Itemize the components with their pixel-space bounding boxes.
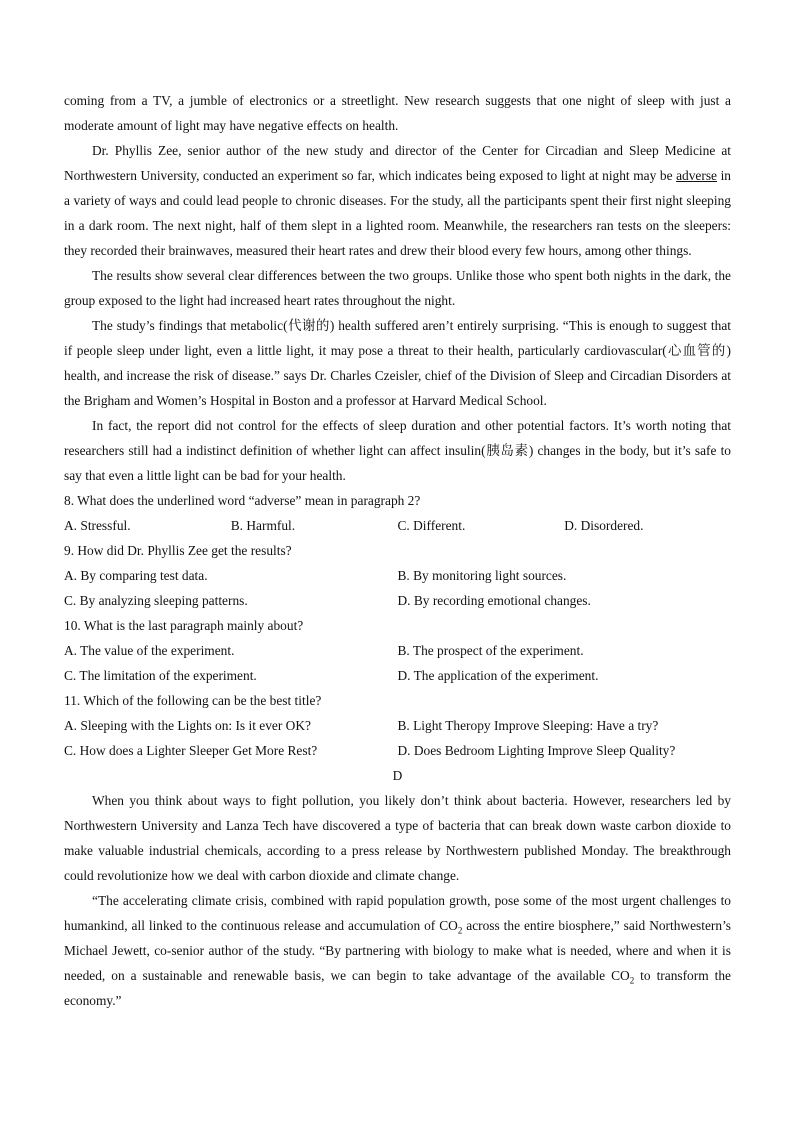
option: D. Disordered. bbox=[564, 518, 644, 533]
question-options bbox=[64, 513, 731, 538]
question-stem: 8. What does the underlined word “adverse” mean in paragraph 2? bbox=[64, 493, 421, 508]
option: D. The application of the experiment. bbox=[397, 668, 599, 683]
option: C. The limitation of the experiment. bbox=[64, 668, 257, 683]
question-options bbox=[64, 663, 731, 688]
subscript: 2 bbox=[629, 975, 635, 986]
question-stem: 9. How did Dr. Phyllis Zee get the results? bbox=[64, 543, 292, 558]
question-options bbox=[64, 588, 731, 613]
section-heading: D bbox=[392, 768, 403, 783]
option: D. By recording emotional changes. bbox=[397, 593, 591, 608]
text: in a variety of ways and could lead people to chronic diseases. For the study, all the participants spent their first night sleeping in a dark room. The next night, half of them slept in a lighted room. Meanwhile, the researchers ran tests on the sleepers: they recorded their brainwaves, measured their heart rates and drew their blood every few hours, among other things. bbox=[64, 168, 731, 258]
document-page bbox=[64, 88, 731, 1013]
option: B. Harmful. bbox=[230, 518, 296, 533]
paragraph: When you think about ways to fight pollution, you likely don’t think about bacteria. However, researchers led by Northwestern University and Lanza Tech have discovered a type of bacteria that can break down waste carbon dioxide to make valuable industrial chemicals, according to a press release by Northwestern published Monday. The breakthrough could revolutionize how we deal with carbon dioxide and climate change. bbox=[64, 793, 731, 883]
option: C. Different. bbox=[397, 518, 466, 533]
option: B. Light Theropy Improve Sleeping: Have a try? bbox=[397, 718, 659, 733]
option: C. By analyzing sleeping patterns. bbox=[64, 593, 248, 608]
option: A. By comparing test data. bbox=[64, 568, 208, 583]
question-options bbox=[64, 713, 731, 738]
paragraph: The study’s findings that metabolic(代谢的) health suffered aren’t entirely surprising. “This is enough to suggest that if people sleep under light, even a little light, it may pose a threat to their health, particularly cardiovascular(心血管的) health, and increase the risk of disease.” says Dr. Charles Czeisler, chief of the Division of Sleep and Circadian Disorders at the Brigham and Women’s Hospital in Boston and a professor at Harvard Medical School. bbox=[64, 318, 731, 408]
paragraph bbox=[64, 138, 731, 263]
option: B. The prospect of the experiment. bbox=[397, 643, 584, 658]
option: B. By monitoring light sources. bbox=[397, 568, 567, 583]
text: Dr. Phyllis Zee, senior author of the new study and director of the Center for Circadian and Sleep Medicine at Northwestern University, conducted an experiment so far, which indicates being exposed to light at night may be bbox=[64, 143, 731, 183]
question-stem: 11. Which of the following can be the best title? bbox=[64, 693, 322, 708]
underlined-word: adverse bbox=[676, 168, 717, 183]
paragraph: In fact, the report did not control for the effects of sleep duration and other potential factors. It’s worth noting that researchers still had a indistinct definition of whether light can affect insulin(胰岛素) changes in the body, but it’s safe to say that even a little light can be bad for your health. bbox=[64, 418, 731, 483]
question-options bbox=[64, 563, 731, 588]
option: A. Stressful. bbox=[64, 518, 131, 533]
question-options bbox=[64, 638, 731, 663]
option: D. Does Bedroom Lighting Improve Sleep Quality? bbox=[397, 743, 676, 758]
option: C. How does a Lighter Sleeper Get More Rest? bbox=[64, 743, 318, 758]
text: to transform the economy.” bbox=[64, 968, 731, 1008]
option: A. Sleeping with the Lights on: Is it ever OK? bbox=[64, 718, 311, 733]
option: A. The value of the experiment. bbox=[64, 643, 235, 658]
text: “The accelerating climate crisis, combined with rapid population growth, pose some of the most urgent challenges to humankind, all linked to the continuous release and accumulation of CO bbox=[64, 893, 731, 933]
question-stem: 10. What is the last paragraph mainly about? bbox=[64, 618, 304, 633]
question-options bbox=[64, 738, 731, 763]
paragraph bbox=[64, 888, 731, 1013]
paragraph: coming from a TV, a jumble of electronics or a streetlight. New research suggests that one night of sleep with just a moderate amount of light may have negative effects on health. bbox=[64, 93, 731, 133]
subscript: 2 bbox=[457, 925, 463, 936]
text: across the entire biosphere,” said Northwestern’s Michael Jewett, co-senior author of the study. “By partnering with biology to make what is needed, where and when it is needed, on a sustainable and renewable basis, we can begin to take advantage of the available CO bbox=[64, 918, 732, 983]
paragraph: The results show several clear differences between the two groups. Unlike those who spent both nights in the dark, the group exposed to the light had increased heart rates throughout the night. bbox=[64, 268, 731, 308]
